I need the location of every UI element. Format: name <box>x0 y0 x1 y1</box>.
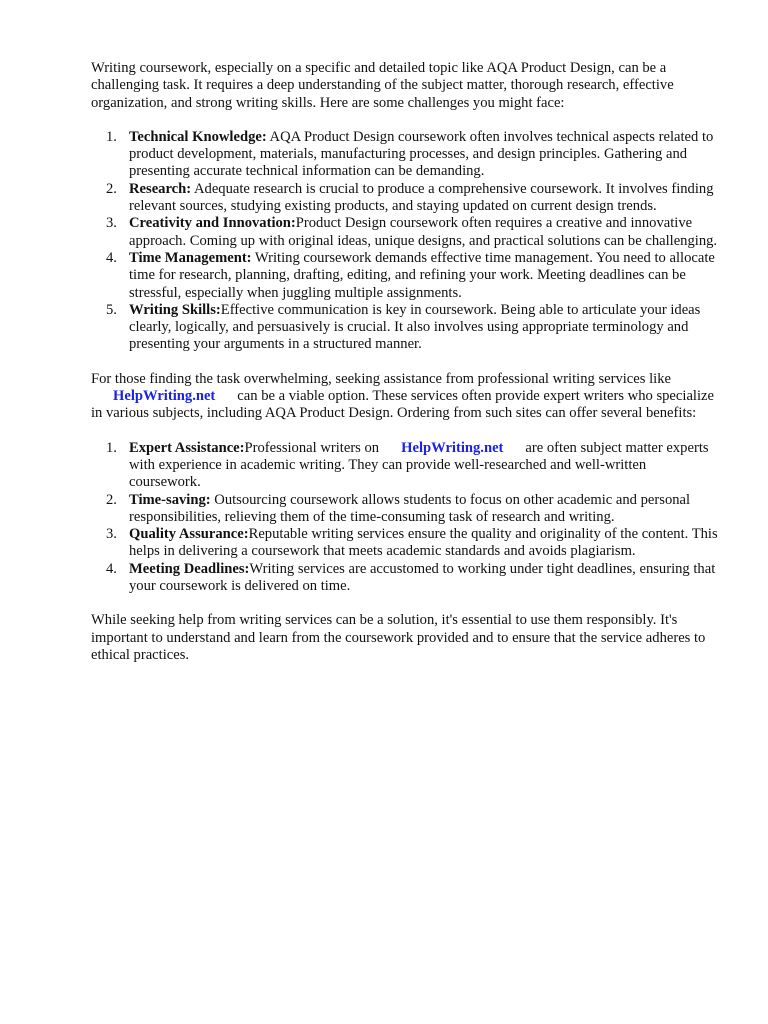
list-number: 3. <box>106 526 117 543</box>
assistance-text-after: can be a viable option. These services often provide expert writers who specialize in various subjects, including AQA Product Design. Ordering from such sites can offer several benefits: <box>91 388 714 422</box>
list-term: Quality Assurance: <box>129 526 249 543</box>
list-number: 3. <box>106 215 117 232</box>
list-number: 1. <box>106 128 117 145</box>
list-text: AQA Product Design coursework often involves technical aspects related to product development, materials, manufacturing processes, and design principles. Gathering and presenting accurate technical information can be demanding. <box>129 128 714 180</box>
list-number: 5. <box>106 301 117 318</box>
list-term: Expert Assistance: <box>129 439 245 456</box>
challenges-list <box>91 129 721 354</box>
list-text: Outsourcing coursework allows students to focus on other academic and personal responsibilities, relieving them of the time-consuming task of research and writing. <box>129 491 691 525</box>
list-term: Research: <box>129 180 192 197</box>
list-number: 1. <box>106 439 117 456</box>
list-number: 4. <box>106 560 117 577</box>
list-text: Writing coursework demands effective time management. You need to allocate time for research, planning, drafting, editing, and refining your work. Meeting deadlines can be stressful, especially when juggling multiple assignments. <box>129 249 715 301</box>
list-term: Meeting Deadlines: <box>129 560 250 577</box>
list-term: Technical Knowledge: <box>129 128 267 145</box>
helpwriting-link[interactable]: HelpWriting.net <box>401 439 504 456</box>
list-text: Reputable writing services ensure the quality and originality of the content. This helps in delivering a coursework that meets academic standards and avoids plagiarism. <box>129 526 718 560</box>
list-item <box>91 215 721 250</box>
document-page <box>91 60 721 681</box>
list-text: Effective communication is key in coursework. Being able to articulate your ideas clearly, logically, and persuasively is crucial. It also involves using appropriate terminology and presenting your arguments in a structured manner. <box>129 301 701 353</box>
list-text: Writing services are accustomed to working under tight deadlines, ensuring that your coursework is delivered on time. <box>129 560 716 595</box>
list-item <box>91 129 721 181</box>
list-term: Time-saving: <box>129 491 211 508</box>
list-item <box>91 492 721 527</box>
list-item <box>91 250 721 302</box>
assistance-paragraph <box>91 371 721 423</box>
list-item <box>91 181 721 216</box>
list-term: Writing Skills: <box>129 301 221 318</box>
benefits-list <box>91 440 721 596</box>
list-number: 2. <box>106 491 117 508</box>
list-term: Time Management: <box>129 249 252 266</box>
list-text: Adequate research is crucial to produce a comprehensive coursework. It involves finding relevant sources, studying existing products, and staying updated on current design trends. <box>129 180 714 215</box>
assistance-text-before: For those finding the task overwhelming, seeking assistance from professional writing services like <box>91 370 671 387</box>
list-item <box>91 526 721 561</box>
list-item <box>91 561 721 596</box>
list-text-before: Professional writers on <box>244 439 380 456</box>
list-text: Product Design coursework often requires a creative and innovative approach. Coming up with original ideas, unique designs, and practical solutions can be challenging. <box>129 215 718 249</box>
helpwriting-link[interactable]: HelpWriting.net <box>113 388 216 405</box>
closing-paragraph: While seeking help from writing services can be a solution, it's essential to use them responsibly. It's important to understand and learn from the coursework provided and to ensure that the service adheres to ethical practices. <box>91 612 706 663</box>
list-item <box>91 302 721 354</box>
list-number: 4. <box>106 249 117 266</box>
intro-paragraph: Writing coursework, especially on a specific and detailed topic like AQA Product Design, can be a challenging task. It requires a deep understanding of the subject matter, thorough research, effective organization, and strong writing skills. Here are some challenges you might face: <box>91 60 674 111</box>
list-number: 2. <box>106 180 117 197</box>
list-text-after: are often subject matter experts with experience in academic writing. They can provide well-researched and well-written coursework. <box>129 439 709 491</box>
list-item <box>91 440 721 492</box>
list-term: Creativity and Innovation: <box>129 215 296 232</box>
